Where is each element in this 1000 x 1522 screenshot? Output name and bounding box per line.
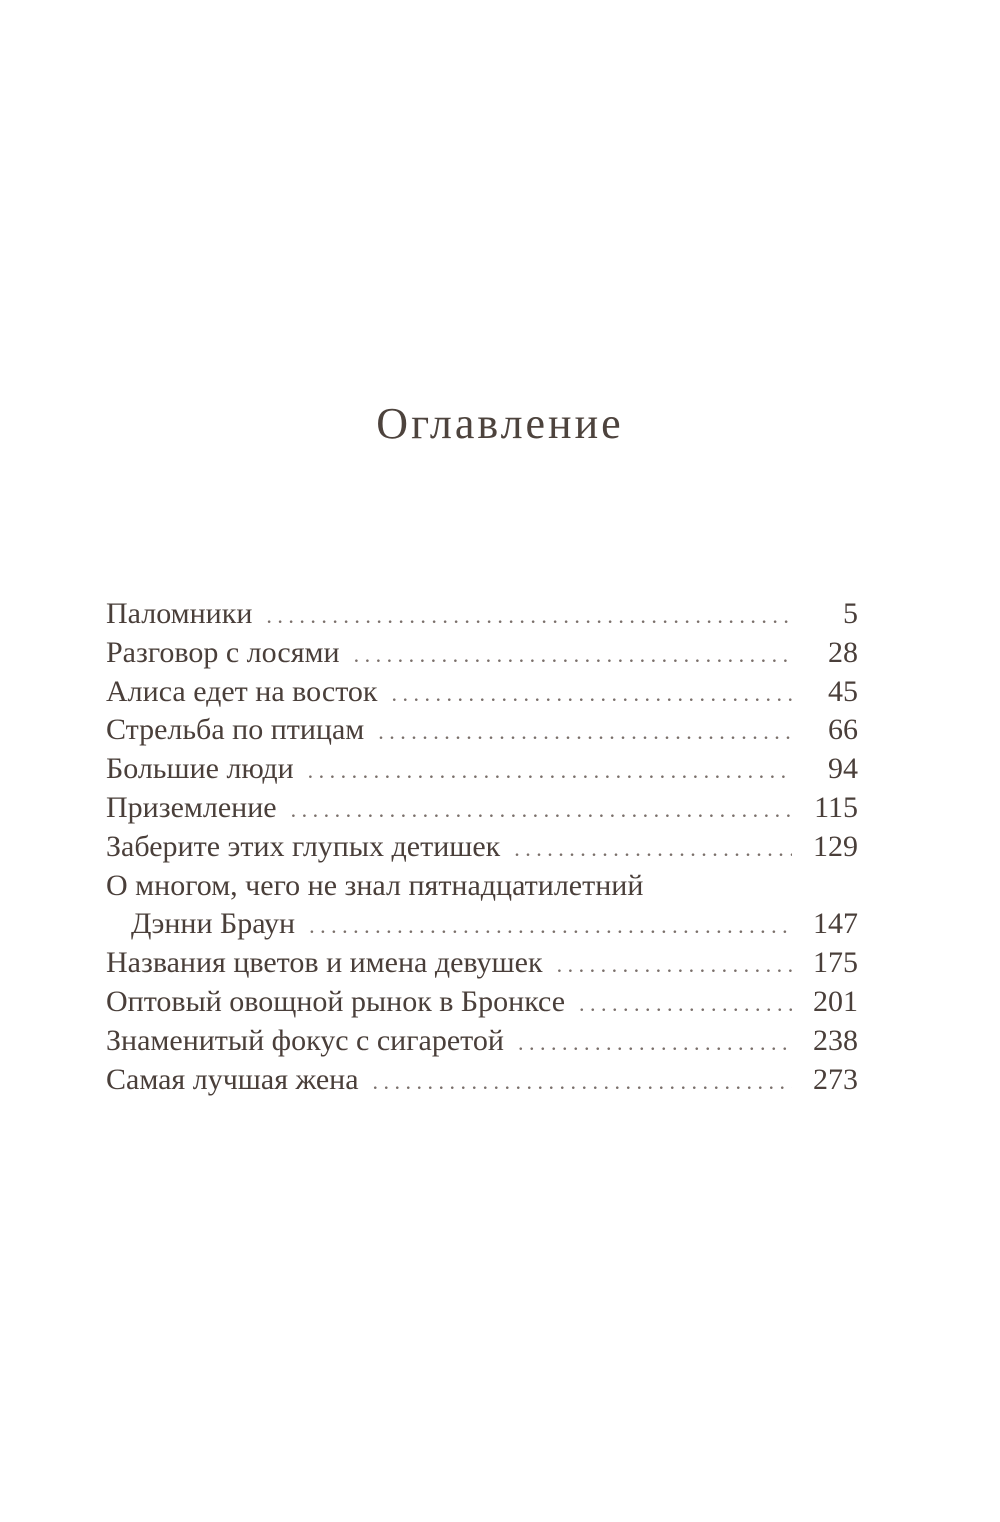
toc-entry-page: 147 — [813, 907, 858, 941]
toc-entry-continuation — [106, 905, 858, 944]
toc-entry-title: Самая лучшая жена — [106, 1062, 359, 1096]
toc-leader-dots — [378, 713, 792, 752]
toc-entry-page: 115 — [814, 790, 858, 824]
toc-entry-title: Большие люди — [106, 752, 294, 786]
toc-entry-page: 66 — [828, 713, 858, 747]
toc-entry — [106, 634, 858, 673]
toc-leader-dots — [391, 675, 792, 714]
toc-entry — [106, 867, 858, 906]
toc-entry — [106, 828, 858, 867]
toc-entry — [106, 1061, 858, 1100]
toc-leader-dots — [557, 946, 792, 985]
table-of-contents — [106, 595, 858, 1099]
toc-entry-title: О многом, чего не знал пятнадцатилетний — [106, 868, 644, 902]
toc-leader-dots — [308, 752, 792, 791]
toc-leader-dots — [291, 791, 792, 830]
toc-entry-page: 238 — [813, 1023, 858, 1057]
toc-entry-title: Паломники — [106, 597, 253, 630]
toc-entry-title: Стрельба по птицам — [106, 713, 365, 747]
toc-entry-page: 129 — [813, 829, 858, 863]
toc-entry-page: 201 — [813, 984, 858, 1018]
toc-entry-title: Разговор с лосями — [106, 635, 340, 669]
toc-leader-dots — [266, 597, 792, 636]
toc-entry-page: 273 — [813, 1062, 858, 1096]
toc-entry-title: Знаменитый фокус с сигаретой — [106, 1023, 504, 1057]
toc-entry — [106, 983, 858, 1022]
toc-leader-dots — [373, 1063, 792, 1102]
toc-entry — [106, 789, 858, 828]
toc-entry-page: 5 — [843, 597, 858, 630]
toc-entry — [106, 750, 858, 789]
toc-entry-title: Оптовый овощной рынок в Бронксе — [106, 984, 566, 1018]
toc-entry-title: Дэнни Браун — [131, 907, 296, 941]
toc-entry-title: Заберите этих глупых детишек — [106, 829, 501, 863]
toc-leader-dots — [518, 1024, 792, 1063]
toc-entry-page: 45 — [828, 674, 858, 708]
toc-entry — [106, 711, 858, 750]
toc-entry — [106, 595, 858, 634]
toc-leader-dots — [579, 985, 792, 1024]
toc-entry-page: 94 — [828, 752, 858, 786]
toc-entry — [106, 944, 858, 983]
toc-entry-title: Приземление — [106, 790, 277, 824]
toc-leader-dots — [514, 830, 792, 869]
toc-entry — [106, 1022, 858, 1061]
toc-leader-dots — [309, 907, 792, 946]
toc-leader-dots — [354, 636, 792, 675]
page-title: Оглавление — [376, 399, 624, 448]
toc-entry-title: Названия цветов и имена девушек — [106, 946, 543, 980]
toc-entry — [106, 673, 858, 712]
toc-entry-page: 28 — [828, 635, 858, 669]
toc-entry-title: Алиса едет на восток — [106, 674, 378, 708]
toc-entry-page: 175 — [813, 946, 858, 980]
